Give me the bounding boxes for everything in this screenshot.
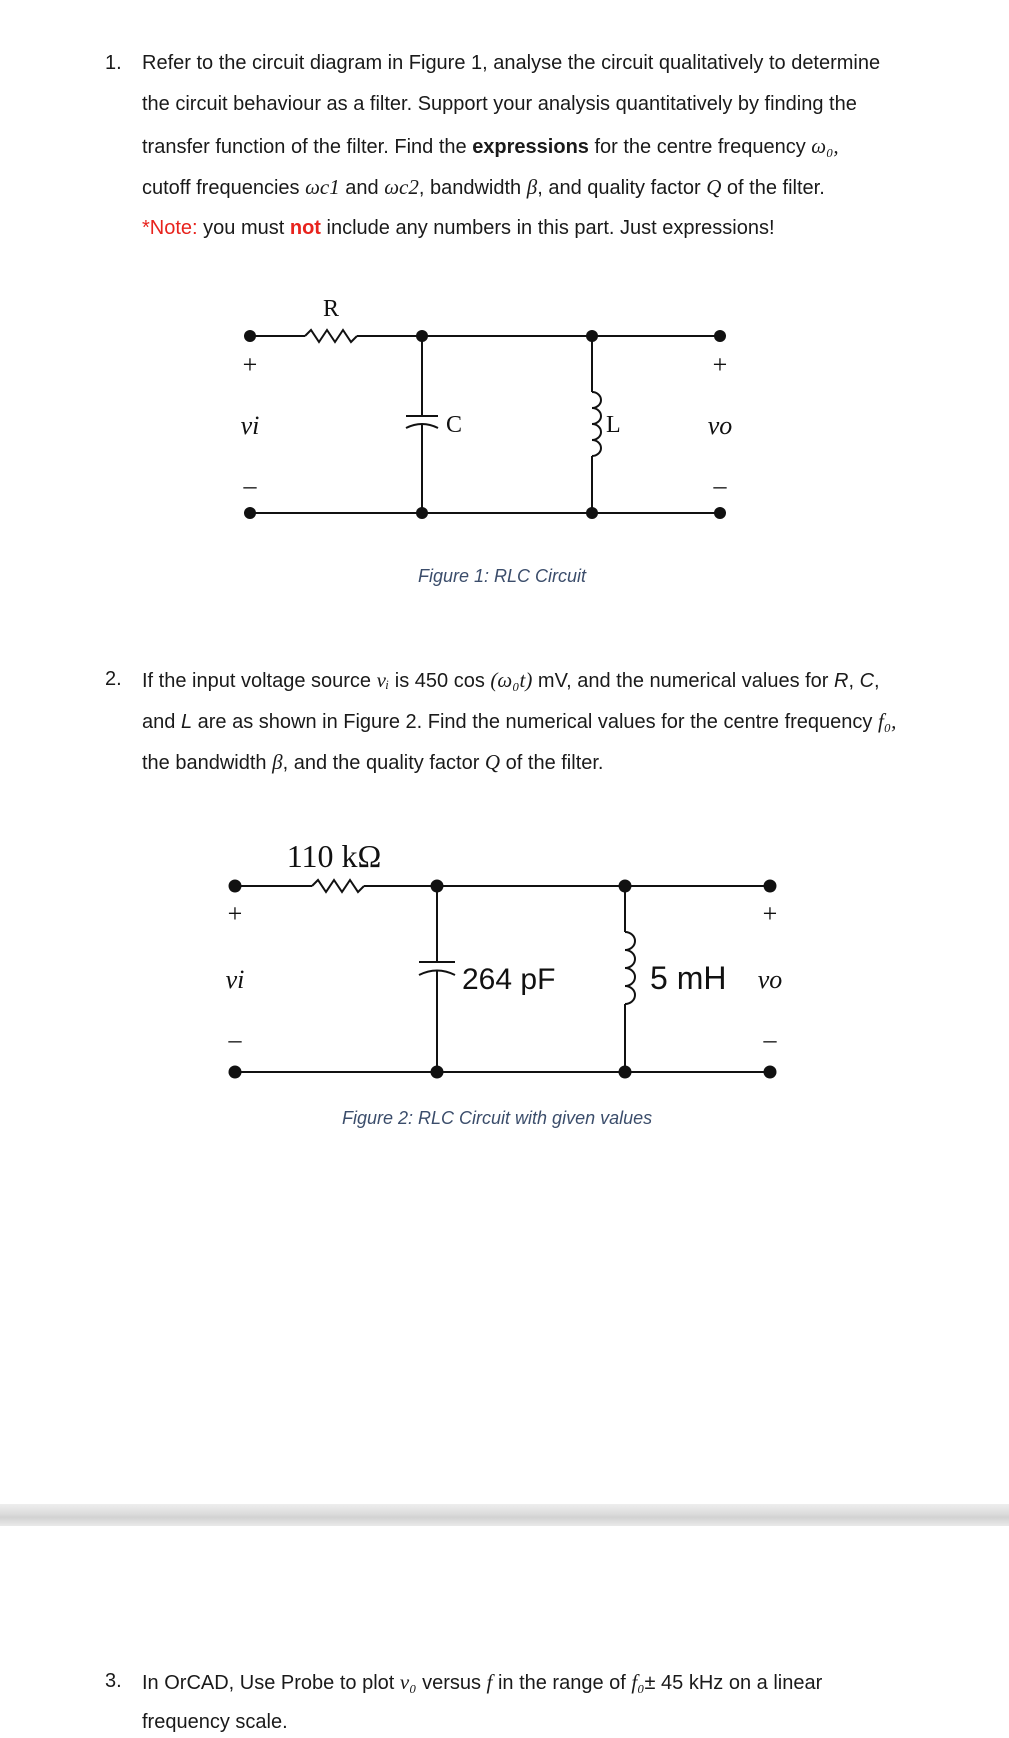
input-minus-sign: – (243, 471, 257, 500)
text: of the filter. (721, 177, 825, 199)
figure-2-caption: Figure 2: RLC Circuit with given values (342, 1108, 653, 1128)
q2-line-2 (142, 709, 896, 734)
resistor-symbol (312, 880, 364, 892)
text: In OrCAD, Use Probe to plot (142, 1672, 400, 1694)
q1-line-2: the circuit behaviour as a filter. Support your analysis quantitatively by finding the (142, 93, 857, 115)
note-label: *Note: (142, 217, 198, 239)
output-voltage-label: vo (757, 965, 783, 994)
terminal-node (764, 1066, 777, 1079)
input-voltage-label: vi (240, 411, 260, 440)
math-symbol: β (526, 175, 538, 199)
input-voltage-label: vi (225, 965, 245, 994)
page-break-divider (0, 1504, 1009, 1526)
text: of the filter. (500, 752, 604, 774)
question-number: 3. (105, 1670, 122, 1692)
emphasis-text: not (289, 217, 321, 239)
q2-line-1 (142, 668, 880, 693)
input-minus-sign: – (228, 1025, 242, 1054)
inductor-symbol (625, 932, 635, 1004)
terminal-node (229, 1066, 242, 1079)
math-symbol: β (272, 750, 283, 774)
text: in the range of (492, 1672, 632, 1694)
junction-node (586, 330, 598, 342)
question-number: 1. (105, 52, 122, 74)
terminal-node (764, 880, 777, 893)
terminal-node (244, 330, 256, 342)
q1-line-1: Refer to the circuit diagram in Figure 1, analyse the circuit qualitatively to determine (142, 52, 881, 74)
text: cutoff frequencies (142, 177, 306, 199)
question-number: 2. (105, 668, 122, 690)
junction-node (619, 880, 632, 893)
text: , and quality factor (537, 177, 707, 199)
terminal-node (714, 507, 726, 519)
terminal-node (714, 330, 726, 342)
text: you must (197, 217, 290, 239)
output-plus-sign: + (762, 899, 778, 928)
junction-node (416, 330, 428, 342)
figure-1-caption: Figure 1: RLC Circuit (418, 566, 587, 586)
text: and (142, 711, 181, 733)
text: , (874, 670, 880, 692)
math-symbol: v₀ (399, 1670, 417, 1694)
math-symbol: (ω₀t) (490, 668, 533, 692)
text: , (848, 670, 860, 692)
q1-line-3 (142, 134, 839, 159)
math-symbol: Q (484, 750, 501, 774)
inductor-symbol (592, 392, 601, 456)
text: for the centre frequency (588, 136, 812, 158)
inductor-value-label: 5 mH (650, 960, 727, 996)
text: the bandwidth (142, 752, 273, 774)
figure-1-circuit (0, 280, 1009, 540)
q1-line-4 (142, 175, 825, 200)
junction-node (416, 507, 428, 519)
italic-text: L (180, 711, 193, 733)
output-minus-sign: – (763, 1025, 777, 1054)
text: are as shown in Figure 2. Find the numerical values for the centre frequency (192, 711, 878, 733)
output-plus-sign: + (712, 350, 728, 379)
text: , and the quality factor (282, 752, 485, 774)
math-symbol: ωc2 (384, 175, 419, 199)
capacitor-value-label: 264 pF (462, 963, 556, 996)
italic-text: R (834, 670, 849, 692)
text: ± 45 kHz on a linear (644, 1672, 823, 1694)
text: versus (416, 1672, 487, 1694)
math-symbol: ωc1 (305, 175, 340, 199)
math-symbol: f₀, (877, 709, 897, 733)
input-plus-sign: + (227, 899, 243, 928)
text: transfer function of the filter. Find the (142, 136, 473, 158)
resistor-symbol (305, 330, 357, 342)
text: is 450 cos (389, 670, 491, 692)
text: and (339, 177, 385, 199)
resistor-label: R (322, 296, 340, 322)
math-symbol: f₀ (631, 1670, 645, 1694)
junction-node (431, 880, 444, 893)
q1-note (142, 217, 775, 240)
text: , bandwidth (418, 177, 527, 199)
text: include any numbers in this part. Just expressions! (320, 217, 775, 239)
q3-line-2: frequency scale. (142, 1711, 288, 1733)
text: mV, and the numerical values for (532, 670, 835, 692)
q2-line-3 (142, 750, 603, 775)
q3-line-1 (142, 1670, 822, 1695)
inductor-label: L (606, 412, 621, 438)
input-plus-sign: + (242, 350, 258, 379)
capacitor-label: C (446, 412, 463, 438)
terminal-node (244, 507, 256, 519)
junction-node (431, 1066, 444, 1079)
math-symbol: Q (706, 175, 722, 199)
bold-text: expressions (472, 136, 589, 158)
math-symbol: vᵢ (376, 668, 390, 692)
figure-2-circuit (0, 830, 1009, 1090)
output-minus-sign: – (713, 471, 727, 500)
text: If the input voltage source (142, 670, 377, 692)
math-symbol: ω₀, (811, 134, 839, 158)
italic-text: C (859, 670, 875, 692)
junction-node (619, 1066, 632, 1079)
math-symbol: f (486, 1670, 493, 1694)
junction-node (586, 507, 598, 519)
resistor-value-label: 110 kΩ (286, 838, 382, 874)
output-voltage-label: vo (707, 411, 733, 440)
terminal-node (229, 880, 242, 893)
